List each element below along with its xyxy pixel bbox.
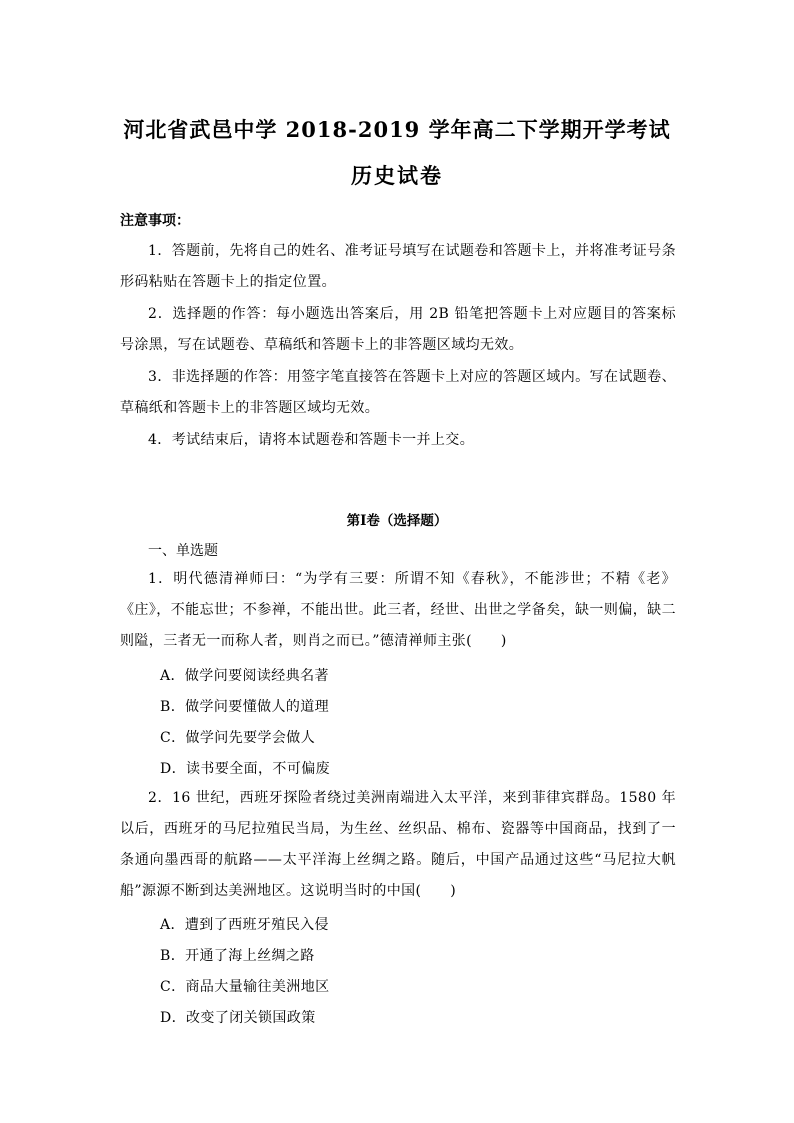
question-2-option-a: A．遭到了西班牙殖民入侵 bbox=[160, 917, 329, 933]
question-2-stem: 2．16 世纪，西班牙探险者绕过美洲南端进入太平洋，来到菲律宾群岛。1580 年以后，西班牙的马尼拉殖民当局，为生丝、丝织品、棉布、瓷器等中国商品，找到了一条通向墨西哥的航路——太平洋海上丝绸之路。随后，中国产品通过这些“马尼拉大帆船”源源不断到达美洲地区。这说明当时的中国( ) bbox=[120, 790, 676, 899]
question-1-option-c: C．做学问先要学会做人 bbox=[160, 730, 316, 746]
question-1-stem: 1．明代德清禅师曰：“为学有三要：所谓不知《春秋》，不能涉世；不精《老》《庄》，不能忘世；不参禅，不能出世。此三者，经世、出世之学备矣，缺一则偏，缺二则隘，三者无一而称人者，则肖之而已。”德清禅师主张( ) bbox=[120, 571, 676, 649]
question-1-option-a: A．做学问要阅读经典名著 bbox=[160, 668, 329, 684]
exam-subtitle: 历史试卷 bbox=[351, 163, 443, 188]
notes-label: 注意事项： bbox=[120, 213, 190, 229]
question-2-option-b: B．开通了海上丝绸之路 bbox=[160, 948, 315, 964]
note-item-1: 1．答题前，先将自己的姓名、准考证号填写在试题卷和答题卡上，并将准考证号条形码粘贴在答题卡上的指定位置。 bbox=[120, 243, 676, 290]
question-2-option-d: D．改变了闭关锁国政策 bbox=[160, 1010, 316, 1026]
part-heading: 第Ⅰ卷（选择题） bbox=[346, 513, 448, 529]
note-item-2: 2．选择题的作答：每小题选出答案后，用 2B 铅笔把答题卡上对应题目的答案标号涂黑，写在试题卷、草稿纸和答题卡上的非答题区域均无效。 bbox=[120, 306, 676, 353]
exam-title: 河北省武邑中学 2018-2019 学年高二下学期开学考试 bbox=[123, 117, 671, 142]
question-2-option-c: C．商品大量输往美洲地区 bbox=[160, 979, 330, 995]
question-1-option-d: D．读书要全面，不可偏废 bbox=[160, 761, 331, 777]
section-heading: 一、单选题 bbox=[148, 543, 218, 559]
question-1-option-b: B．做学问要懂做人的道理 bbox=[160, 699, 330, 715]
note-item-4: 4．考试结束后，请将本试题卷和答题卡一并上交。 bbox=[148, 432, 475, 448]
note-item-3: 3．非选择题的作答：用签字笔直接答在答题卡上对应的答题区域内。写在试题卷、草稿纸和答题卡上的非答题区域均无效。 bbox=[120, 369, 676, 416]
